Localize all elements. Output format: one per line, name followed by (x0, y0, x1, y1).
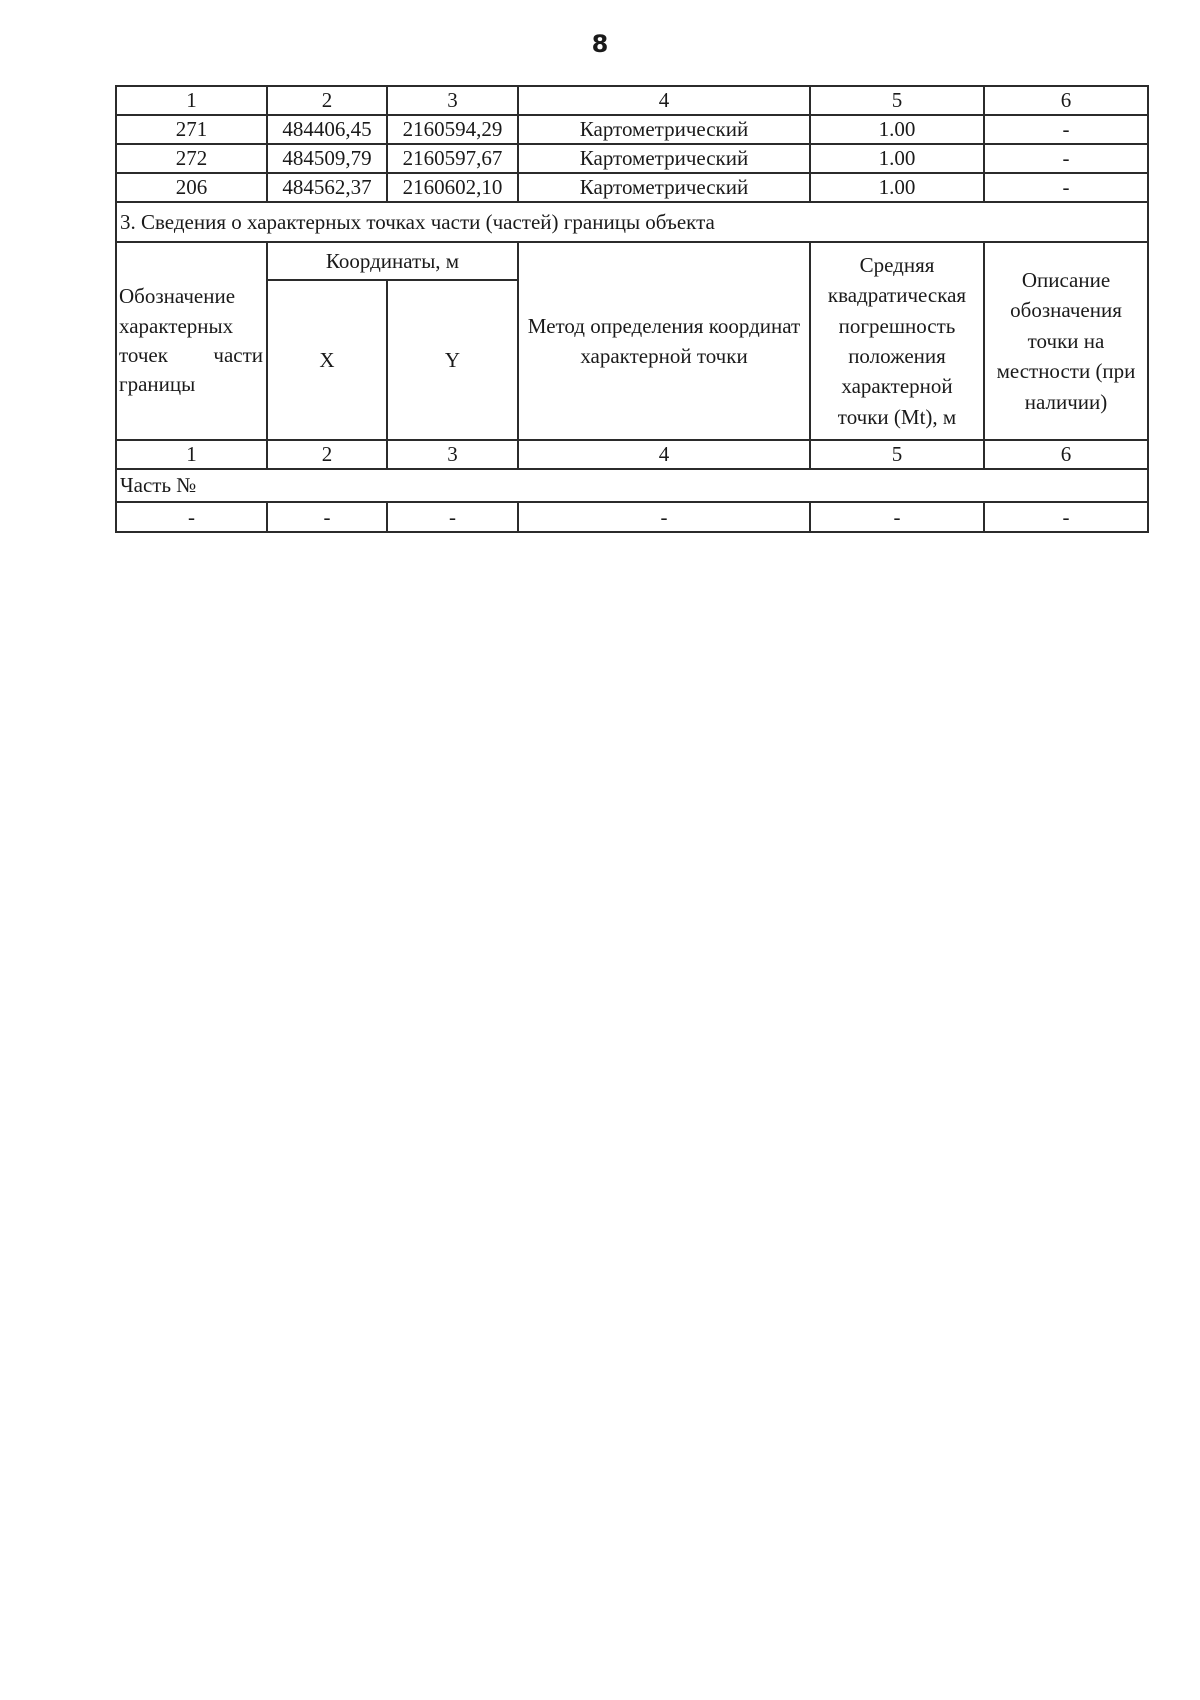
column-number: 3 (387, 86, 518, 115)
x-coordinate-cell: 484509,79 (267, 144, 387, 173)
x-header: X (267, 280, 387, 440)
description-cell: - (984, 173, 1148, 202)
point-designation-header: Обозначение характерных точек части границы (116, 242, 267, 440)
error-cell: 1.00 (810, 173, 984, 202)
part-label: Часть № (116, 469, 1148, 502)
column-number-row (116, 86, 1148, 115)
empty-cell: - (387, 502, 518, 532)
point-cell: 271 (116, 115, 267, 144)
y-header: Y (387, 280, 518, 440)
column-number-row (116, 440, 1148, 469)
table-row (116, 173, 1148, 202)
empty-cell: - (116, 502, 267, 532)
table-row (116, 502, 1148, 532)
page-number: 8 (591, 30, 609, 58)
column-number: 5 (810, 440, 984, 469)
column-number: 2 (267, 86, 387, 115)
coordinates-table (115, 85, 1149, 533)
table-row (116, 115, 1148, 144)
part-row (116, 469, 1148, 502)
x-coordinate-cell: 484562,37 (267, 173, 387, 202)
section-title-row (116, 202, 1148, 242)
description-cell: - (984, 115, 1148, 144)
description-cell: - (984, 144, 1148, 173)
y-coordinate-cell: 2160597,67 (387, 144, 518, 173)
method-cell: Картометрический (518, 144, 810, 173)
column-number: 6 (984, 86, 1148, 115)
error-cell: 1.00 (810, 115, 984, 144)
method-cell: Картометрический (518, 115, 810, 144)
column-number: 6 (984, 440, 1148, 469)
empty-cell: - (518, 502, 810, 532)
column-number: 5 (810, 86, 984, 115)
column-number: 3 (387, 440, 518, 469)
point-cell: 272 (116, 144, 267, 173)
column-number: 4 (518, 86, 810, 115)
column-number: 1 (116, 86, 267, 115)
header-row (116, 242, 1148, 280)
section-title: 3. Сведения о характерных точках части (частей) границы объекта (116, 202, 1148, 242)
method-header: Метод определения координат характерной точки (518, 242, 810, 440)
y-coordinate-cell: 2160594,29 (387, 115, 518, 144)
column-number: 1 (116, 440, 267, 469)
table-row (116, 144, 1148, 173)
point-cell: 206 (116, 173, 267, 202)
empty-cell: - (810, 502, 984, 532)
description-header: Описание обозначения точки на местности (при наличии) (984, 242, 1148, 440)
error-header: Средняя квадратическая погрешность положения характерной точки (Mt), м (810, 242, 984, 440)
coordinates-header: Координаты, м (267, 242, 518, 280)
empty-cell: - (267, 502, 387, 532)
error-cell: 1.00 (810, 144, 984, 173)
method-cell: Картометрический (518, 173, 810, 202)
column-number: 2 (267, 440, 387, 469)
column-number: 4 (518, 440, 810, 469)
x-coordinate-cell: 484406,45 (267, 115, 387, 144)
empty-cell: - (984, 502, 1148, 532)
y-coordinate-cell: 2160602,10 (387, 173, 518, 202)
